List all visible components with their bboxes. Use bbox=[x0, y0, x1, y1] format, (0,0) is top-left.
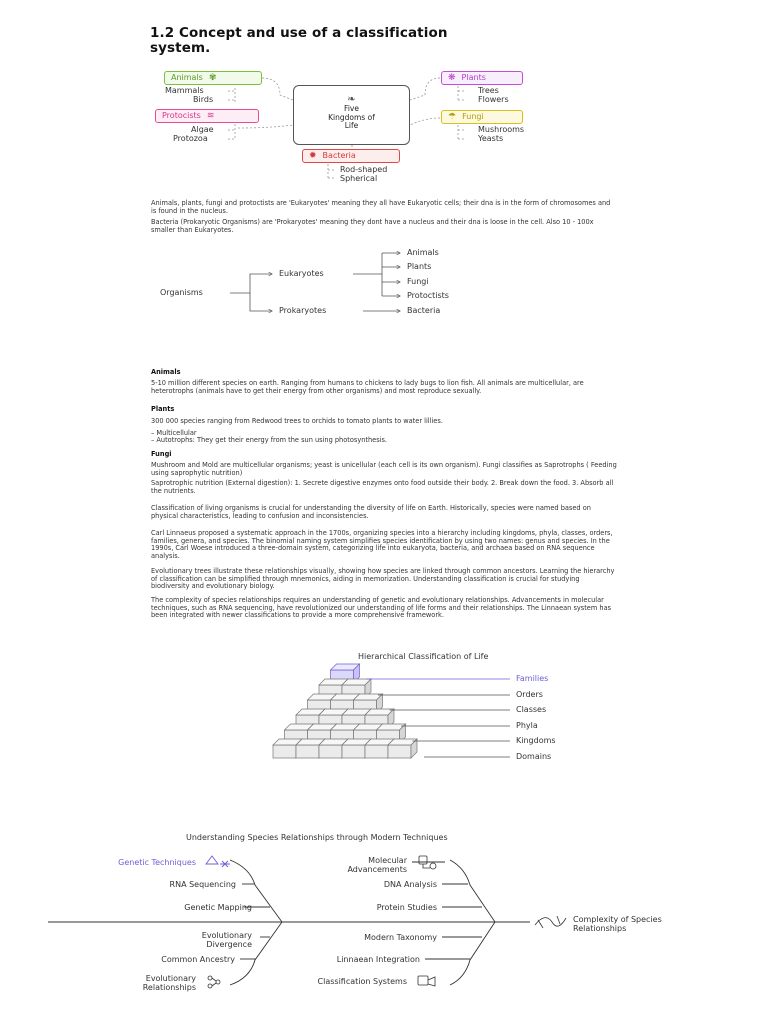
protist-icon: ≋ bbox=[206, 111, 215, 121]
fish-dna-analysis: DNA Analysis bbox=[383, 880, 437, 889]
intro-paragraph-1: Animals, plants, fungi and protoctists are 'Eukaryotes' meaning they all have Eukaryotic cells; their dna is in the form of chromosomes and is found in the nucleus. bbox=[151, 199, 611, 215]
plants-bullet-2: – Autotrophs: They get their energy from the sun using photosynthesis. bbox=[151, 436, 388, 444]
tree-prokaryotes: Prokaryotes bbox=[279, 306, 327, 315]
leaf-birds: Birds bbox=[193, 95, 214, 104]
tree-plants: Plants bbox=[407, 262, 432, 271]
leaf-mushrooms: Mushrooms bbox=[478, 125, 525, 134]
fish-evolutionary-relationships: Evolutionary Relationships bbox=[142, 974, 196, 992]
leaf-protozoa: Protozoa bbox=[173, 134, 208, 143]
fish-head-complexity: Complexity of Species Relationships bbox=[573, 915, 662, 933]
kingdom-tag-plants: ❋ Plants bbox=[441, 71, 523, 85]
tree-bacteria: Bacteria bbox=[407, 306, 441, 315]
fish-evolutionary-divergence: Evolutionary Divergence bbox=[201, 931, 252, 949]
kingdom-tag-fungi: ☂ Fungi bbox=[441, 110, 523, 124]
classification-paragraph-3: Evolutionary trees illustrate these relationships visually, showing how species are linked through common ancestors. Learning the hierarchy of classification can be simplified through mnemonics, aiding in memorization. Understanding classification is crucial for studying biodiversity and evolutionary biology. bbox=[151, 567, 615, 591]
fishbone-title: Understanding Species Relationships through Modern Techniques bbox=[186, 833, 448, 842]
fish-linnaean-integration: Linnaean Integration bbox=[336, 955, 420, 964]
pyramid-label-orders: Orders bbox=[516, 690, 543, 699]
leaf-algae: Algae bbox=[191, 125, 214, 134]
kingdom-tag-bacteria: ✹ Bacteria bbox=[302, 149, 400, 163]
system-icon bbox=[418, 976, 435, 986]
fish-molecular-advancements: Molecular Advancements bbox=[347, 856, 407, 874]
mindmap-center: ❧ Five Kingdoms of Life bbox=[293, 85, 410, 145]
page-title: 1.2 Concept and use of a classification system. bbox=[150, 25, 448, 56]
plants-text: 300 000 species ranging from Redwood trees to orchids to tomato plants to water lillies. bbox=[151, 417, 443, 425]
fungi-text-1: Mushroom and Mold are multicellular organisms; yeast is unicellular (each cell is its own organism). Fungi classifies as Saprotrophs ( Feeding using saprophytic nutrition) bbox=[151, 461, 617, 477]
mushroom-icon: ☂ bbox=[448, 112, 457, 122]
pyramid-label-kingdoms: Kingdoms bbox=[516, 736, 556, 745]
flask-icon bbox=[206, 856, 230, 867]
classification-paragraph-1: Classification of living organisms is crucial for understanding the diversity of life on Earth. Historically, species were named based on physical characteristics, leading to confusion and inconsistencies. bbox=[151, 504, 591, 520]
classification-paragraph-4: The complexity of species relationships requires an understanding of genetic and evolutionary relationships. Advancements in molecular techniques, such as RNA sequencing, have revolutionized our understanding of life forms and their relationships. The Linnaean system has been integrated with newer classifications to provide a more comprehensive framework. bbox=[151, 596, 612, 620]
pyramid-label-phyla: Phyla bbox=[516, 721, 538, 730]
fish-classification-systems: Classification Systems bbox=[317, 977, 407, 986]
leaf-spherical: Spherical bbox=[340, 174, 378, 183]
bacteria-icon: ✹ bbox=[309, 151, 317, 161]
tree-eukaryotes: Eukaryotes bbox=[279, 269, 324, 278]
leaf-icon: ❧ bbox=[347, 94, 356, 105]
kingdom-tag-animals: Animals ✾ bbox=[164, 71, 262, 85]
pyramid-label-domains: Domains bbox=[516, 752, 552, 761]
animal-icon: ✾ bbox=[208, 73, 217, 83]
heading-plants: Plants bbox=[151, 405, 175, 413]
kingdom-tag-protocists: Protocists ≋ bbox=[155, 109, 259, 123]
leaf-yeasts: Yeasts bbox=[478, 134, 504, 143]
dna-icon bbox=[535, 916, 566, 928]
classification-paragraph-2: Carl Linnaeus proposed a systematic approach in the 1700s, organizing species into a hierarchy including kingdoms, phyla, classes, orders, families, genera, and species. The binomial naming system simplifies species identification by using two names: genus and species. In the 1990s, Carl Woese introduced a three-domain system, categorizing life into eukaryota, bacteria, and archaea based on RNA sequence analysis. bbox=[151, 529, 613, 560]
tree-animals: Animals bbox=[407, 248, 439, 257]
pyramid-label-classes: Classes bbox=[516, 705, 547, 714]
fish-common-ancestry: Common Ancestry bbox=[161, 955, 235, 964]
heading-fungi: Fungi bbox=[151, 450, 172, 458]
plant-icon: ❋ bbox=[448, 73, 456, 83]
plants-bullet-1: – Multicellular bbox=[151, 429, 197, 437]
leaf-mammals: Mammals bbox=[165, 86, 204, 95]
fish-genetic-techniques: Genetic Techniques bbox=[118, 858, 196, 867]
heading-animals: Animals bbox=[151, 368, 181, 376]
fish-protein-studies: Protein Studies bbox=[376, 903, 437, 912]
tree-organisms: Organisms bbox=[160, 288, 203, 297]
fungi-text-2: Saprotrophic nutrition (External digestion): 1. Secrete digestive enzymes onto food outside their body. 2. Break down the food. 3. Absorb all the nutrients. bbox=[151, 479, 614, 495]
fish-modern-taxonomy: Modern Taxonomy bbox=[364, 933, 437, 942]
tree-fungi: Fungi bbox=[407, 277, 429, 286]
leaf-trees: Trees bbox=[478, 86, 499, 95]
pyramid-title: Hierarchical Classification of Life bbox=[358, 652, 489, 661]
molecule-icon bbox=[419, 856, 436, 869]
leaf-rod-shaped: Rod-shaped bbox=[340, 165, 388, 174]
intro-paragraph-2: Bacteria (Prokaryotic Organisms) are 'Prokaryotes' meaning they dont have a nucleus and their dna is loose in the cell. Also 10 - 100x smaller than Eukaryotes. bbox=[151, 218, 594, 234]
animals-text: 5-10 million different species on earth. Ranging from humans to chickens to lady bugs to lion fish. All animals are multicellular, are heterotrophs (animals have to get their energy from other organisms) and most reproduce sexually. bbox=[151, 379, 584, 395]
leaf-flowers: Flowers bbox=[478, 95, 509, 104]
fish-genetic-mapping: Genetic Mapping bbox=[184, 903, 252, 912]
tree-protoctists: Protoctists bbox=[407, 291, 449, 300]
relationship-icon bbox=[208, 976, 220, 988]
pyramid-label-families: Families bbox=[516, 674, 549, 683]
fish-rna-sequencing: RNA Sequencing bbox=[169, 880, 236, 889]
